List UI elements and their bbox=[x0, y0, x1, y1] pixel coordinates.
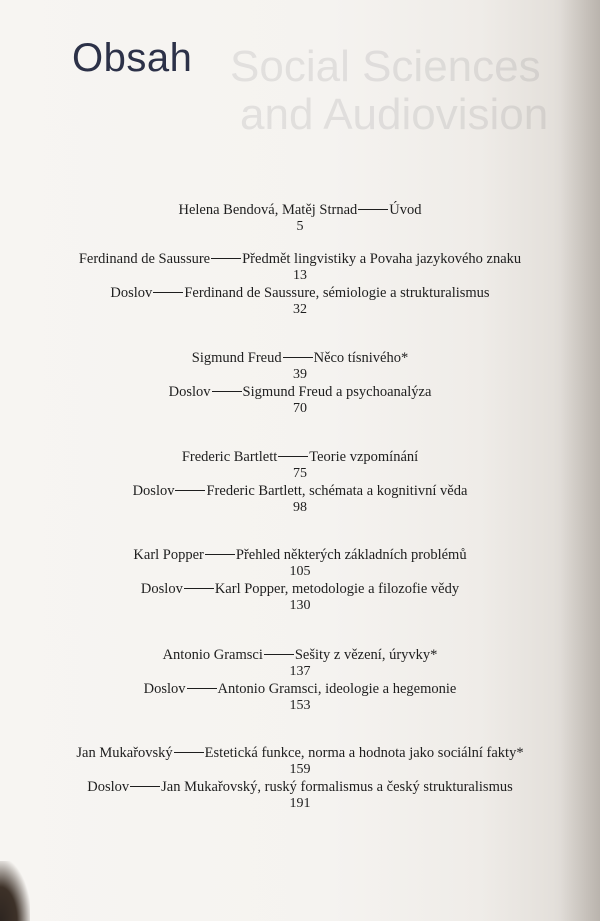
toc-entry bbox=[0, 744, 600, 762]
toc-page-number: 13 bbox=[293, 268, 307, 283]
toc-title: Teorie vzpomínání bbox=[309, 449, 419, 465]
toc-page-number: 159 bbox=[289, 762, 311, 777]
toc-page-number: 70 bbox=[293, 401, 307, 416]
toc-author: Helena Bendová, Matěj Strnad bbox=[178, 202, 358, 218]
toc-author: Doslov bbox=[132, 483, 175, 499]
toc-author: Doslov bbox=[87, 779, 130, 795]
toc-title: Karl Popper, metodologie a filozofie vědy bbox=[214, 581, 460, 597]
toc-author: Doslov bbox=[140, 581, 183, 597]
show-through-text: Social Sciences bbox=[230, 42, 541, 91]
toc-author: Karl Popper bbox=[133, 547, 204, 563]
toc-title: Sigmund Freud a psychoanalýza bbox=[242, 384, 432, 400]
toc-page-number: 153 bbox=[289, 698, 311, 713]
toc-page-number: 105 bbox=[289, 564, 311, 579]
leader-dash bbox=[278, 456, 308, 457]
leader-dash bbox=[174, 752, 204, 753]
toc-author: Doslov bbox=[168, 384, 211, 400]
leader-dash bbox=[184, 588, 214, 589]
toc-page-number: 75 bbox=[293, 466, 307, 481]
toc-entry bbox=[0, 482, 600, 500]
toc-page-number: 137 bbox=[289, 664, 311, 679]
show-through-text: and Audiovision bbox=[240, 90, 549, 139]
leader-dash bbox=[358, 209, 388, 210]
toc-title: Sešity z vězení, úryvky* bbox=[294, 647, 438, 663]
toc-entry bbox=[0, 349, 600, 367]
toc-entry bbox=[0, 383, 600, 401]
toc-title: Ferdinand de Saussure, sémiologie a strukturalismus bbox=[184, 285, 490, 301]
toc-page-number: 98 bbox=[293, 500, 307, 515]
page-title: Obsah bbox=[72, 36, 193, 80]
toc-title: Antonio Gramsci, ideologie a hegemonie bbox=[217, 681, 457, 697]
leader-dash bbox=[153, 292, 183, 293]
toc-title: Estetická funkce, norma a hodnota jako sociální fakty* bbox=[204, 745, 524, 761]
toc-page-number: 32 bbox=[293, 302, 307, 317]
toc-page-number: 39 bbox=[293, 367, 307, 382]
toc-title: Něco tísnivého* bbox=[313, 350, 409, 366]
leader-dash bbox=[175, 490, 205, 491]
toc-entry bbox=[0, 250, 600, 268]
leader-dash bbox=[211, 258, 241, 259]
toc-entry bbox=[0, 580, 600, 598]
toc-entry bbox=[0, 201, 600, 219]
leader-dash bbox=[187, 688, 217, 689]
toc-entry bbox=[0, 680, 600, 698]
toc-page-number: 130 bbox=[289, 598, 311, 613]
toc-author: Doslov bbox=[110, 285, 153, 301]
toc-author: Ferdinand de Saussure bbox=[78, 251, 211, 267]
toc-title: Jan Mukařovský, ruský formalismus a český strukturalismus bbox=[161, 779, 513, 795]
toc-author: Doslov bbox=[143, 681, 186, 697]
toc-entry bbox=[0, 546, 600, 564]
toc-entry bbox=[0, 778, 600, 796]
toc-title: Přehled některých základních problémů bbox=[235, 547, 467, 563]
toc-page-number: 5 bbox=[296, 219, 304, 234]
leader-dash bbox=[283, 357, 313, 358]
toc-author: Antonio Gramsci bbox=[162, 647, 263, 663]
toc-title: Úvod bbox=[389, 202, 422, 218]
leader-dash bbox=[212, 391, 242, 392]
toc-entry bbox=[0, 284, 600, 302]
leader-dash bbox=[130, 786, 160, 787]
toc-page-number: 191 bbox=[289, 796, 311, 811]
toc-author: Jan Mukařovský bbox=[76, 745, 173, 761]
leader-dash bbox=[264, 654, 294, 655]
leader-dash bbox=[205, 554, 235, 555]
toc-entry bbox=[0, 448, 600, 466]
toc-title: Frederic Bartlett, schémata a kognitivní věda bbox=[206, 483, 468, 499]
hand-shadow bbox=[0, 861, 30, 921]
toc-title: Předmět lingvistiky a Povaha jazykového znaku bbox=[242, 251, 522, 267]
toc-author: Sigmund Freud bbox=[191, 350, 282, 366]
toc-entry bbox=[0, 646, 600, 664]
toc-author: Frederic Bartlett bbox=[181, 449, 278, 465]
